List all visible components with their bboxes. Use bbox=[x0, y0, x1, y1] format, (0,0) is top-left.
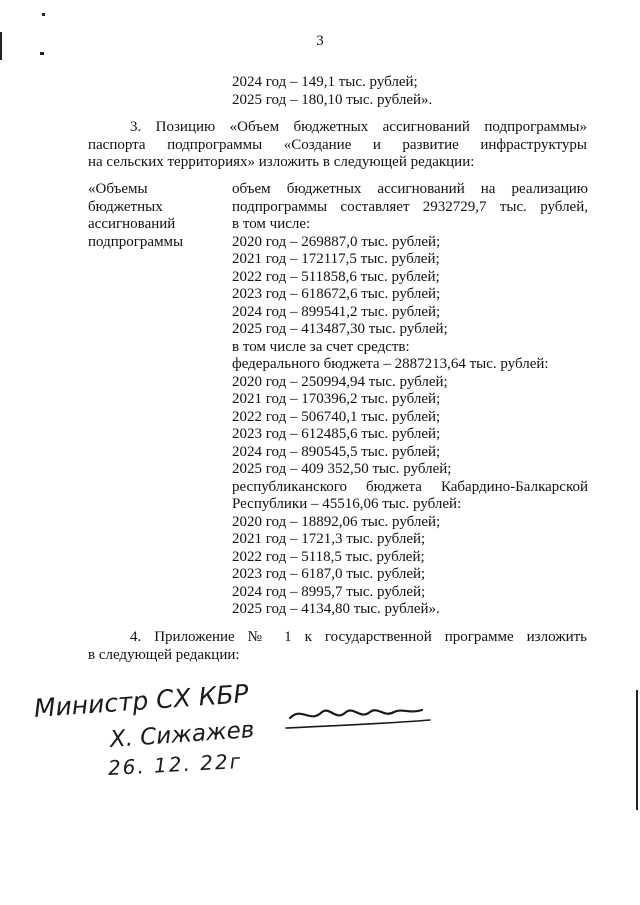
table-right-line: объем бюджетных ассигнований на реализацию bbox=[232, 181, 588, 197]
table-right-line: 2024 год – 890545,5 тыс. рублей; bbox=[232, 443, 441, 460]
item3-line: паспорта подпрограммы «Создание и развитие инфраструктуры bbox=[88, 136, 587, 153]
table-right-line: подпрограммы составляет 2932729,7 тыс. рублей, bbox=[232, 198, 588, 215]
table-right-line: 2024 год – 8995,7 тыс. рублей; bbox=[232, 583, 426, 600]
table-right-line: 2021 год – 1721,3 тыс. рублей; bbox=[232, 531, 426, 547]
item4-line: в следующей редакции: bbox=[88, 646, 240, 663]
table-right-line: республиканского бюджета Кабардино-Балкарской bbox=[232, 478, 588, 495]
table-right-line: 2025 год – 4134,80 тыс. рублей». bbox=[232, 601, 440, 617]
table-right-line: 2021 год – 172117,5 тыс. рублей; bbox=[232, 251, 440, 267]
continuation-line: 2025 год – 180,10 тыс. рублей». bbox=[232, 91, 433, 108]
scan-mark-dot bbox=[40, 52, 44, 55]
table-right-line: в том числе за счет средств: bbox=[232, 338, 410, 355]
table-left-line: подпрограммы bbox=[88, 233, 184, 250]
table-right-line: в том числе: bbox=[232, 216, 311, 232]
table-right-line: 2021 год – 170396,2 тыс. рублей; bbox=[232, 391, 441, 407]
table-right-line: 2025 год – 413487,30 тыс. рублей; bbox=[232, 321, 448, 337]
signature-name: Х. Сижажев bbox=[109, 716, 256, 753]
table-right-line: 2024 год – 899541,2 тыс. рублей; bbox=[232, 303, 441, 320]
table-right-line: Республики – 45516,06 тыс. рублей: bbox=[232, 496, 462, 512]
page-number: 3 bbox=[316, 33, 324, 49]
table-right-line: 2023 год – 612485,6 тыс. рублей; bbox=[232, 426, 441, 442]
continuation-line: 2024 год – 149,1 тыс. рублей; bbox=[232, 74, 418, 90]
item4-line: 4. Приложение № 1 к государственной программе изложить bbox=[130, 629, 587, 645]
table-left-line: ассигнований bbox=[88, 216, 176, 232]
scan-mark-top bbox=[42, 13, 45, 16]
table-left-line: бюджетных bbox=[88, 198, 163, 215]
table-right-line: 2020 год – 18892,06 тыс. рублей; bbox=[232, 513, 441, 530]
table-right-line: 2023 год – 618672,6 тыс. рублей; bbox=[232, 286, 441, 302]
signature-scribble bbox=[280, 696, 440, 736]
table-right-line: 2022 год – 511858,6 тыс. рублей; bbox=[232, 268, 440, 285]
table-right-line: 2020 год – 250994,94 тыс. рублей; bbox=[232, 373, 448, 390]
item3-line: 3. Позицию «Объем бюджетных ассигнований подпрограммы» bbox=[130, 119, 587, 135]
table-right-line: 2023 год – 6187,0 тыс. рублей; bbox=[232, 566, 426, 582]
item3-line: на сельских территориях» изложить в следующей редакции: bbox=[88, 154, 475, 170]
scan-edge-right bbox=[636, 690, 638, 810]
table-right-line: федерального бюджета – 2887213,64 тыс. рублей: bbox=[232, 356, 549, 372]
table-right-line: 2022 год – 506740,1 тыс. рублей; bbox=[232, 408, 441, 425]
table-right-line: 2020 год – 269887,0 тыс. рублей; bbox=[232, 233, 441, 250]
table-right-line: 2022 год – 5118,5 тыс. рублей; bbox=[232, 548, 425, 565]
signature-title: Министр СХ КБР bbox=[32, 679, 250, 723]
table-right-line: 2025 год – 409 352,50 тыс. рублей; bbox=[232, 461, 452, 477]
signature-date: 26. 12. 22г bbox=[107, 748, 243, 780]
table-left-line: «Объемы bbox=[88, 181, 148, 197]
